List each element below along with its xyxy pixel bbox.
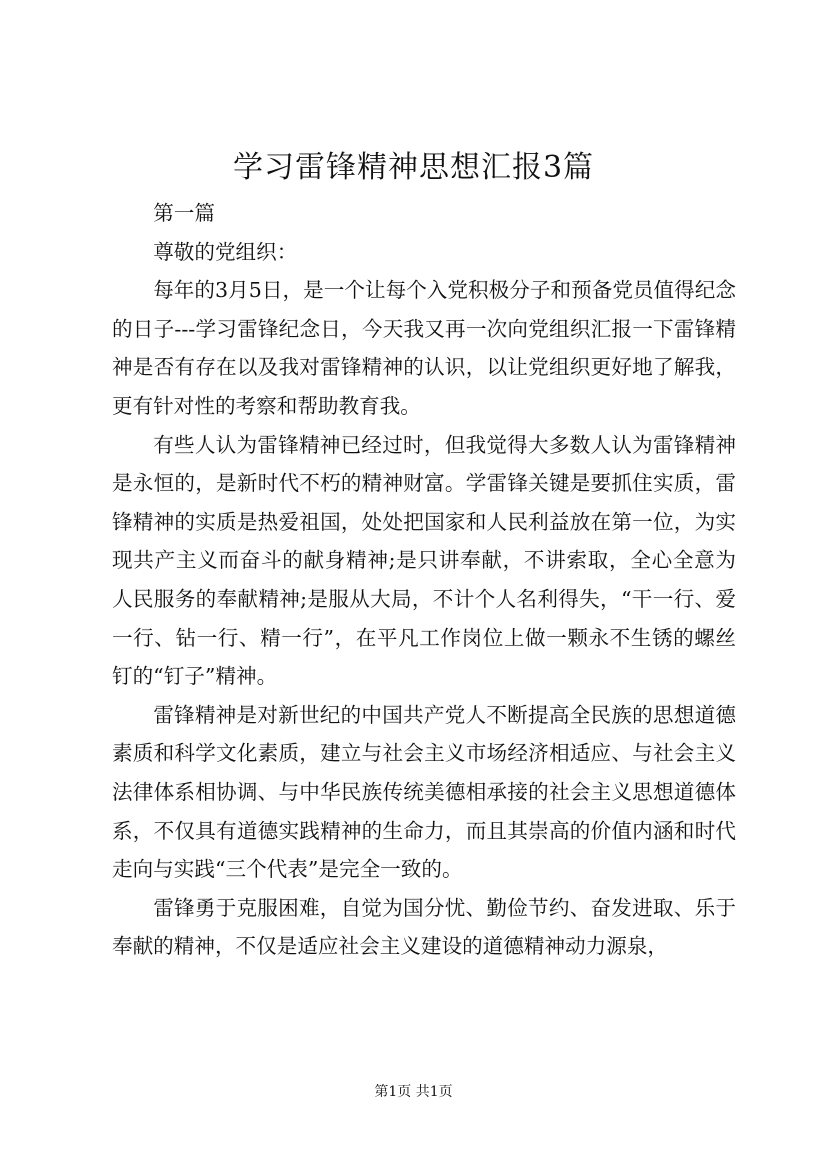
paragraph: 雷锋精神是对新世纪的中国共产党人不断提高全民族的思想道德素质和科学文化素质，建立与社会主义市场经济相适应、与社会主义法律体系相协调、与中华民族传统美德相承接的社会主义思想道德体系，不仅具有道德实践精神的生命力，而且其崇高的价值内涵和时代走向与实践“三个代表”是完全一致的。 [112,702,736,882]
section-heading: 第一篇 [153,201,215,225]
paragraph: 有些人认为雷锋精神已经过时，但我觉得大多数人认为雷锋精神是永恒的，是新时代不朽的精神财富。学雷锋关键是要抓住实质，雷锋精神的实质是热爱祖国，处处把国家和人民利益放在第一位，为实现共产主义而奋斗的献身精神;是只讲奉献，不讲索取，全心全意为人民服务的奉献精神;是服从大局，不计个人名利得失，“干一行、爱一行、钻一行、精一行”，在平凡工作岗位上做一颗永不生锈的螺丝钉的“钉子”精神。 [112,432,736,689]
document-body [112,194,736,966]
page-footer: 第1页 共1页 [374,1084,453,1100]
document-title: 学习雷锋精神思想汇报3篇 [232,150,595,185]
paragraph: 雷锋勇于克服困难，自觉为国分忧、勤俭节约、奋发进取、乐于奉献的精神，不仅是适应社会主义建设的道德精神动力源泉， [112,895,736,959]
salutation: 尊敬的党组织： [153,239,298,264]
paragraph: 每年的3月5日，是一个让每个入党积极分子和预备党员值得纪念的日子---学习雷锋纪念日，今天我又再一次向党组织汇报一下雷锋精神是否有存在以及我对雷锋精神的认识，以让党组织更好地了解我，更有针对性的考察和帮助教育我。 [112,278,736,418]
